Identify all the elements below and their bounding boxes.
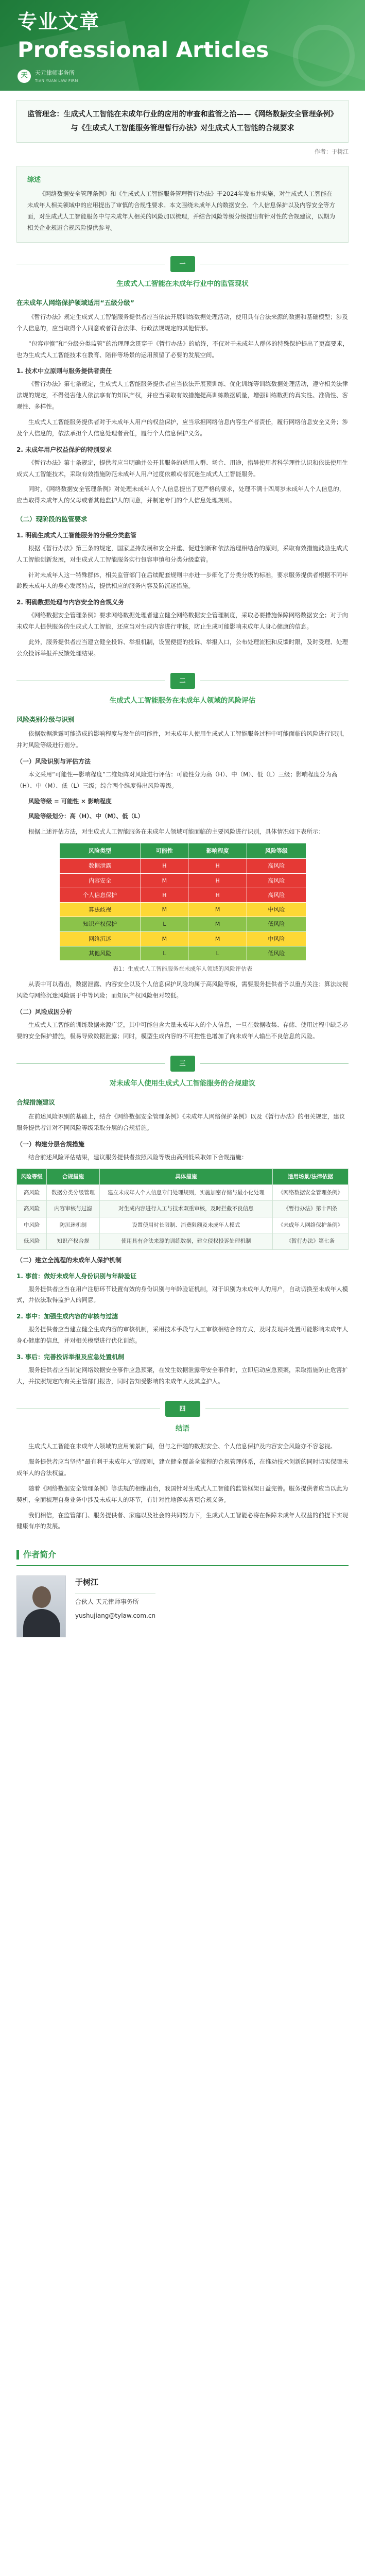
sub-heading: 1. 事前：做好未成年人身份识别与年龄验证 bbox=[16, 1272, 137, 1280]
table-row bbox=[17, 1233, 349, 1249]
col-header: 具体措施 bbox=[99, 1168, 272, 1184]
paragraph: 服务提供者应当在用户注册环节设置有效的身份识别与年龄验证机制，对于识别为未成年人的用户，自动切换至未成年人模式，并依法取得监护人的同意。 bbox=[16, 1285, 348, 1304]
table-cell: 《未成年人网络保护条例》 bbox=[272, 1217, 348, 1233]
paragraph: 结合前述风险评估结果，建议服务提供者按照风险等级由高到低采取如下合规措施： bbox=[28, 1153, 248, 1161]
table-cell: M bbox=[141, 931, 188, 946]
section-subtitle: 风险类别分级与识别 bbox=[16, 716, 75, 724]
sub-heading: （一）构建分层合规措施 bbox=[16, 1140, 85, 1148]
banner-title-cn: 专业文章 bbox=[18, 10, 100, 33]
paragraph: 依据数据泄露可能造成的影响程度与发生的可能性，对未成年人使用生成式人工智能服务过程中可能面临的风险进行识别，并对风险等级进行划分。 bbox=[16, 730, 348, 749]
risk-levels: 风险等级划分：高（H）、中（M）、低（L） bbox=[28, 812, 144, 820]
table-cell: H bbox=[141, 859, 188, 873]
table-cell: 知识产权合规 bbox=[47, 1233, 100, 1249]
table-row bbox=[59, 903, 306, 917]
table-cell: 高风险 bbox=[17, 1185, 47, 1201]
table-row bbox=[59, 888, 306, 902]
table-cell: 中风险 bbox=[17, 1217, 47, 1233]
sub-heading: （二）建立全流程的未成年人保护机制 bbox=[16, 1256, 122, 1264]
table-caption: 表1：生成式人工智能服务在未成年人领域的风险评估表 bbox=[113, 965, 252, 973]
avatar bbox=[16, 1575, 66, 1637]
accent-bar-icon bbox=[16, 1550, 19, 1560]
table-cell: 算法歧视 bbox=[59, 903, 141, 917]
table-cell: H bbox=[141, 888, 188, 902]
sub-heading: 3. 事后：完善投诉举报及应急处置机制 bbox=[16, 1353, 125, 1361]
firm-logo-icon: 天 bbox=[18, 70, 31, 83]
table-cell: 防沉迷机制 bbox=[47, 1217, 100, 1233]
sub-heading: 2. 未成年用户权益保护的特别要求 bbox=[16, 446, 112, 453]
paragraph: 根据《暂行办法》第三条的规定，国家坚持发展和安全并重、促进创新和依法治理相结合的原则，采取有效措施鼓励生成式人工智能创新发展，对生成式人工智能服务实行包容审慎和分类分级监管。 bbox=[16, 544, 348, 563]
author-info bbox=[75, 1575, 155, 1621]
author-name: 于树江 bbox=[75, 1578, 99, 1587]
table-cell: 其他风险 bbox=[59, 946, 141, 960]
table-cell: 低风险 bbox=[17, 1233, 47, 1249]
sub-heading: 1. 技术中立原则与服务提供者责任 bbox=[16, 367, 112, 375]
section-subtitle: 合规措施建议 bbox=[16, 1098, 56, 1107]
section-title: 结语 bbox=[176, 1424, 189, 1433]
table-cell: M bbox=[141, 873, 188, 888]
table-row bbox=[59, 917, 306, 931]
brand-name-cn: 天元律师事务所 bbox=[35, 70, 75, 76]
table-cell: 网络沉迷 bbox=[59, 931, 141, 946]
table-cell: 知识产权保护 bbox=[59, 917, 141, 931]
paragraph: 生成式人工智能的训练数据来源广泛，其中可能包含大量未成年人的个人信息，一旦在数据收集、存储、使用过程中缺乏必要的安全保护措施，极易导致数据泄露；同时，模型生成内容的不可控性也增加了向未成年人输出不良信息的风险。 bbox=[16, 1021, 348, 1040]
section-number: 四 bbox=[165, 1401, 200, 1417]
table-cell: 《暂行办法》第十四条 bbox=[272, 1201, 348, 1217]
brand-name-en: TIAN YUAN LAW FIRM bbox=[35, 79, 78, 83]
section-header-1 bbox=[16, 256, 349, 272]
paragraph: 从表中可以看出，数据泄露、内容安全以及个人信息保护风险均属于高风险等级，需要服务提供者予以重点关注；算法歧视风险与网络沉迷风险属于中等风险；而知识产权风险相对较低。 bbox=[16, 980, 348, 999]
section-header-4 bbox=[16, 1401, 349, 1417]
paragraph: 本文采用“可能性—影响程度”二维矩阵对风险进行评估：可能性分为高（H）、中（M）、低（L）三级；影响程度分为高（H）、中（M）、低（L）三级；综合两个维度得出风险等级。 bbox=[16, 770, 338, 789]
byline: 作者：于树江 bbox=[315, 148, 349, 156]
col-header: 风险等级 bbox=[247, 843, 306, 859]
table-row bbox=[59, 873, 306, 888]
section-number: 一 bbox=[170, 256, 195, 272]
sub-heading: 1. 明确生成式人工智能服务的分级分类监管 bbox=[16, 531, 137, 539]
header-banner bbox=[0, 0, 365, 91]
table-cell: 高风险 bbox=[247, 859, 306, 873]
table-cell: L bbox=[141, 917, 188, 931]
paragraph: 此外，服务提供者应当建立健全投诉、举报机制，设置便捷的投诉、举报入口，公布处理流程和反馈时限，及时受理、处理公众投诉举报并反馈处理结果。 bbox=[16, 638, 348, 657]
paragraph: 同时，《网络数据安全管理条例》对处理未成年人个人信息提出了更严格的要求，处理不满十四周岁未成年人个人信息的，应当取得未成年人的父母或者其他监护人的同意，并制定专门的个人信息处理规则。 bbox=[16, 485, 345, 504]
col-header: 影响程度 bbox=[188, 843, 247, 859]
paragraph: 服务提供者应当建立健全生成内容的审核机制，采用技术手段与人工审核相结合的方式，及时发现并处置可能影响未成年人身心健康的信息，并对相关模型进行优化训练。 bbox=[16, 1326, 348, 1345]
table-cell: 建立未成年人个人信息专门处理规则，实施加密存储与最小化处理 bbox=[99, 1185, 272, 1201]
section-title: 对未成年人使用生成式人工智能服务的合规建议 bbox=[109, 1079, 256, 1088]
table-cell: M bbox=[188, 903, 247, 917]
table-cell: 使用具有合法来源的训练数据，建立侵权投诉处理机制 bbox=[99, 1233, 272, 1249]
paragraph: 我们相信，在监管部门、服务提供者、家庭以及社会的共同努力下，生成式人工智能必将在保障未成年人权益的前提下实现健康有序的发展。 bbox=[16, 1511, 348, 1530]
section-header-3 bbox=[16, 1056, 349, 1072]
brand-logo bbox=[18, 68, 78, 84]
table-cell: 中风险 bbox=[247, 903, 306, 917]
table-cell: 个人信息保护 bbox=[59, 888, 141, 902]
table-cell: 高风险 bbox=[17, 1201, 47, 1217]
article-title: 监管理念：生成式人工智能在未成年行业的应用的审查和监管之治——《网络数据安全管理条例》与《生成式人工智能服务管理暂行办法》对生成式人工智能的合规要求 bbox=[27, 110, 338, 132]
table-cell: H bbox=[188, 888, 247, 902]
watermark-circle bbox=[293, 25, 355, 87]
sub-heading: 2. 事中：加强生成内容的审核与过滤 bbox=[16, 1313, 118, 1320]
table-row bbox=[59, 946, 306, 960]
paragraph: 《暂行办法》第七条规定，生成式人工智能服务提供者应当依法开展预训练、优化训练等训练数据处理活动，遵守相关法律法规的规定，不得侵害他人依法享有的知识产权，并应当采取有效措施提高训练数据质量，增强训练数据的真实性、准确性、客观性、多样性。 bbox=[16, 380, 348, 411]
table-cell: M bbox=[188, 917, 247, 931]
measures-table bbox=[16, 1168, 349, 1250]
formula: 风险等级 = 可能性 × 影响程度 bbox=[28, 797, 112, 805]
table-row bbox=[59, 931, 306, 946]
section-header-2 bbox=[16, 673, 349, 689]
section-title: 生成式人工智能在未成年行业中的监管现状 bbox=[116, 279, 249, 288]
author-header bbox=[16, 1548, 349, 1566]
table-cell: 低风险 bbox=[247, 917, 306, 931]
section-number: 二 bbox=[170, 673, 195, 689]
author-card bbox=[16, 1575, 349, 1637]
table-cell: L bbox=[141, 946, 188, 960]
paragraph: 根据上述评估方法，对生成式人工智能服务在未成年人领域可能面临的主要风险进行识别，具体情况如下表所示： bbox=[28, 828, 324, 836]
table-row bbox=[17, 1217, 349, 1233]
risk-table bbox=[59, 843, 306, 961]
col-header: 合规措施 bbox=[47, 1168, 100, 1184]
paragraph: 随着《网络数据安全管理条例》等法规的相继出台，我国针对生成式人工智能的监管框架日益完善。服务提供者应当以此为契机，全面梳理自身业务中涉及未成年人的环节，有针对性地落实各项合规义务。 bbox=[16, 1484, 348, 1503]
table-cell: 《暂行办法》第七条 bbox=[272, 1233, 348, 1249]
paragraph: 在前述风险识别的基础上，结合《网络数据安全管理条例》《未成年人网络保护条例》以及《暂行办法》的相关规定，建议服务提供者针对不同风险等级采取分层的合规措施。 bbox=[16, 1113, 345, 1132]
paragraph: 服务提供者应当制定网络数据安全事件应急预案，在发生数据泄露等安全事件时，立即启动应急预案，采取措施防止危害扩大，并按照规定向有关主管部门报告，同时告知受影响的未成年人及其监护人。 bbox=[16, 1366, 348, 1385]
table-cell: H bbox=[188, 873, 247, 888]
table-cell: 《网络数据安全管理条例》 bbox=[272, 1185, 348, 1201]
paragraph: 《网络数据安全管理条例》要求网络数据处理者建立健全网络数据安全管理制度，采取必要措施保障网络数据安全；对于向未成年人提供服务的生成式人工智能，还应当对生成内容进行审核，防止生成可能影响未成年人身心健康的信息。 bbox=[16, 612, 348, 631]
paragraph: 生成式人工智能在未成年人领域的应用前景广阔，但与之伴随的数据安全、个人信息保护及内容安全风险亦不容忽视。 bbox=[28, 1443, 336, 1450]
abstract-box bbox=[16, 166, 349, 242]
table-cell: 对生成内容进行人工与技术双重审核，及时拦截不良信息 bbox=[99, 1201, 272, 1217]
abstract-label: 综述 bbox=[27, 176, 41, 184]
col-header: 风险等级 bbox=[17, 1168, 47, 1184]
paragraph: 生成式人工智能服务提供者对于未成年人用户的权益保护，应当承担网络信息内容生产者责任，履行网络信息安全义务；涉及个人信息的，依法承担个人信息处理者责任，履行个人信息保护义务。 bbox=[16, 418, 348, 437]
table-cell: 高风险 bbox=[247, 888, 306, 902]
article-title-box bbox=[16, 100, 349, 143]
col-header: 可能性 bbox=[141, 843, 188, 859]
section-number: 三 bbox=[170, 1056, 195, 1072]
table-cell: 中风险 bbox=[247, 931, 306, 946]
paragraph: “包容审慎”和“分级分类监管”的治理理念贯穿于《暂行办法》的始终，不仅对于未成年人群体的特殊保护提出了更高要求，也为生成式人工智能技术在教育、陪伴等场景的运用预留了必要的发展空间。 bbox=[16, 340, 349, 359]
paragraph: 服务提供者应当坚持“最有利于未成年人”的原则，建立健全覆盖全流程的合规管理体系，在推动技术创新的同时切实保障未成年人的合法权益。 bbox=[16, 1458, 349, 1477]
author-section bbox=[16, 1548, 349, 1637]
table-row bbox=[17, 1201, 349, 1217]
banner-title-en: Professional Articles bbox=[18, 37, 269, 62]
table-cell: M bbox=[188, 931, 247, 946]
table-cell: 内容安全 bbox=[59, 873, 141, 888]
table-row bbox=[17, 1185, 349, 1201]
table-cell: 低风险 bbox=[247, 946, 306, 960]
table-row bbox=[59, 859, 306, 873]
sub-heading: （二）风险成因分析 bbox=[16, 1008, 73, 1015]
table-cell: L bbox=[188, 946, 247, 960]
col-header: 适用场景/法律依据 bbox=[272, 1168, 348, 1184]
table-cell: 数据泄露 bbox=[59, 859, 141, 873]
abstract-text: 《网络数据安全管理条例》和《生成式人工智能服务管理暂行办法》于2024年发布并实施，对生成式人工智能在未成年人相关领域中的应用提出了审慎的合规性要求。本文围绕未成年人的数据安全、个人信息保护以及内容安全等方面，对生成式人工智能服务中与未成年人相关的风险加以梳理，并结合风险等级分级提出有针对性的合规建议，以期为相关企业规避合规风险提供参考。 bbox=[27, 190, 335, 231]
table-cell: 数据分类分级管理 bbox=[47, 1185, 100, 1201]
sub-heading: （二）现阶段的监管要求 bbox=[16, 515, 88, 523]
paragraph: 《暂行办法》规定生成式人工智能服务提供者应当依法开展训练数据处理活动，使用具有合法来源的数据和基础模型；涉及个人信息的，应当取得个人同意或者符合法律、行政法规规定的其他情形。 bbox=[16, 313, 348, 332]
table-cell: M bbox=[141, 903, 188, 917]
sub-heading: （一）风险识别与评估方法 bbox=[16, 757, 91, 765]
section-title: 生成式人工智能服务在未成年人领域的风险评估 bbox=[109, 696, 256, 705]
table-cell: 高风险 bbox=[247, 873, 306, 888]
author-role: 合伙人 天元律师事务所 bbox=[75, 1598, 139, 1606]
author-email[interactable]: yushujiang@tylaw.com.cn bbox=[75, 1612, 156, 1620]
table-cell: H bbox=[188, 859, 247, 873]
col-header: 风险类型 bbox=[59, 843, 141, 859]
author-section-title: 作者简介 bbox=[23, 1550, 57, 1560]
table-cell: 内容审核与过滤 bbox=[47, 1201, 100, 1217]
section-subtitle: 在未成年人网络保护领域适用“五级分级” bbox=[16, 299, 134, 307]
paragraph: 《暂行办法》第十条规定，提供者应当明确并公开其服务的适用人群、场合、用途，指导使用者科学理性认识和依法使用生成式人工智能技术，采取有效措施防范未成年人用户过度依赖或者沉迷生成式人工智能服务。 bbox=[16, 459, 348, 478]
table-cell: 设置使用时长限制、消费限额及未成年人模式 bbox=[99, 1217, 272, 1233]
paragraph: 针对未成年人这一特殊群体，相关监管部门在后续配套规则中亦进一步细化了分类分级的标准，要求服务提供者根据不同年龄段未成年人的身心发展特点，提供相应的服务内容及防沉迷措施。 bbox=[16, 571, 348, 590]
sub-heading: 2. 明确数据处理与内容安全的合规义务 bbox=[16, 599, 125, 606]
